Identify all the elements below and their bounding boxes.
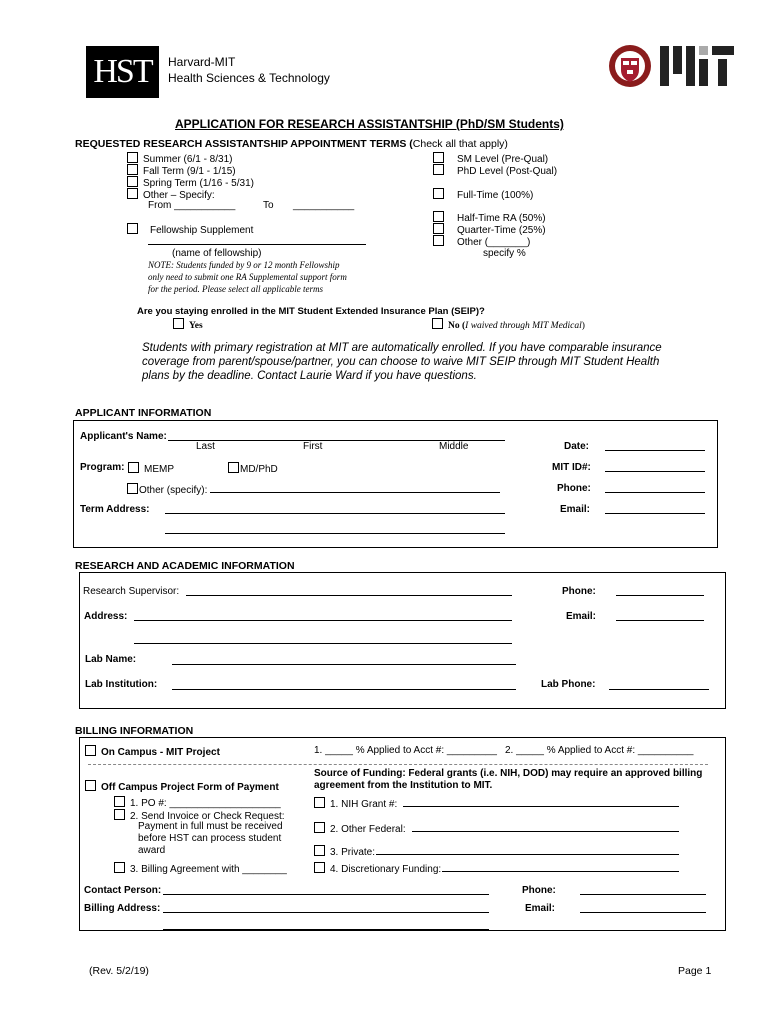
- billing-address-line-2[interactable]: [163, 929, 489, 930]
- checkbox[interactable]: [127, 223, 138, 234]
- address-line-1[interactable]: [134, 620, 512, 621]
- level-label: SM Level (Pre-Qual): [457, 154, 549, 165]
- term-label: Summer (6/1 - 8/31): [143, 154, 233, 165]
- program-option-mdphd[interactable]: [228, 462, 278, 475]
- funding-heading-2: agreement from the Institution to MIT.: [314, 780, 493, 791]
- harvard-seal-icon: [608, 44, 652, 88]
- discretionary-label: 4. Discretionary Funding:: [330, 864, 442, 875]
- seip-info-3: plans by the deadline. Contact Laurie Ward if you have questions.: [142, 370, 477, 382]
- fellowship-note-1: NOTE: Students funded by 9 or 12 month Fellowship: [148, 260, 340, 270]
- billing-phone-line[interactable]: [580, 894, 706, 895]
- checkbox[interactable]: [85, 745, 96, 756]
- to-label: To: [263, 200, 274, 211]
- private-option[interactable]: [314, 845, 375, 858]
- applied-acct-1[interactable]: 1. _____ % Applied to Acct #: _________: [314, 745, 497, 756]
- send-invoice-line-4: award: [138, 845, 166, 856]
- other-specify-line[interactable]: [210, 492, 500, 493]
- mit-logo: [660, 46, 734, 86]
- applicant-name-label: Applicant's Name:: [80, 431, 167, 442]
- time-label: Half-Time RA (50%): [457, 213, 546, 224]
- email-label: Email:: [560, 504, 591, 515]
- contact-person-line[interactable]: [163, 894, 489, 895]
- billing-heading: BILLING INFORMATION: [75, 725, 194, 737]
- checkbox[interactable]: [433, 211, 444, 222]
- term-address-line-2[interactable]: [165, 533, 505, 534]
- org-name-line1: Harvard-MIT: [168, 55, 236, 69]
- checkbox[interactable]: [114, 862, 125, 873]
- seip-yes-label: Yes: [189, 321, 203, 331]
- billing-address-label: Billing Address:: [84, 903, 161, 914]
- checkbox[interactable]: [314, 822, 325, 833]
- to-blank[interactable]: ___________: [293, 200, 355, 211]
- applicant-heading: APPLICANT INFORMATION: [75, 407, 212, 419]
- checkbox[interactable]: [114, 796, 125, 807]
- checkbox[interactable]: [433, 223, 444, 234]
- checkbox[interactable]: [433, 152, 444, 163]
- other-specify-label: Other (specify):: [139, 485, 208, 496]
- po-option[interactable]: [114, 796, 281, 809]
- lab-phone-label: Lab Phone:: [541, 679, 596, 690]
- nih-grant-line[interactable]: [403, 806, 679, 807]
- term-label: Other – Specify:: [143, 190, 215, 201]
- checkbox[interactable]: [127, 176, 138, 187]
- other-federal-label: 2. Other Federal:: [330, 824, 406, 835]
- time-label: Other (_______): [457, 237, 531, 248]
- date-line[interactable]: [605, 450, 705, 451]
- on-campus-divider: [88, 764, 708, 765]
- email-line[interactable]: [605, 513, 705, 514]
- checkbox[interactable]: [433, 164, 444, 175]
- checkbox[interactable]: [433, 235, 444, 246]
- checkbox[interactable]: [127, 164, 138, 175]
- program-option-memp[interactable]: [128, 462, 174, 475]
- on-campus-option[interactable]: [85, 745, 220, 758]
- revision-date: (Rev. 5/2/19): [89, 965, 149, 977]
- level-option-phd[interactable]: [433, 164, 557, 177]
- fellowship-option[interactable]: [127, 223, 253, 236]
- send-invoice-line-2: Payment in full must be received: [138, 821, 283, 832]
- supervisor-phone-line[interactable]: [616, 595, 704, 596]
- lab-name-line[interactable]: [172, 664, 516, 665]
- private-line[interactable]: [376, 854, 679, 855]
- checkbox[interactable]: [314, 862, 325, 873]
- applied-acct-2[interactable]: 2. _____ % Applied to Acct #: __________: [505, 745, 694, 756]
- time-label: Full-Time (100%): [457, 190, 534, 201]
- send-invoice-label: 2. Send Invoice or Check Request:: [130, 811, 285, 822]
- checkbox[interactable]: [314, 797, 325, 808]
- seip-no-prefix: No (: [448, 321, 466, 331]
- address-label: Address:: [84, 611, 128, 622]
- seip-yes-option[interactable]: [173, 318, 203, 331]
- phone-label: Phone:: [557, 483, 591, 494]
- supervisor-line[interactable]: [186, 595, 512, 596]
- checkbox[interactable]: [433, 188, 444, 199]
- seip-no-option[interactable]: [432, 318, 585, 331]
- funding-heading-1: Source of Funding: Federal grants (i.e. NIH, DOD) may require an approved billing: [314, 768, 703, 779]
- date-label: Date:: [564, 441, 590, 452]
- terms-heading-note: Check all that apply): [412, 138, 508, 150]
- supervisor-label: Research Supervisor:: [83, 586, 180, 597]
- supervisor-phone-label: Phone:: [562, 586, 596, 597]
- time-option-full[interactable]: [433, 188, 533, 201]
- phone-line[interactable]: [605, 492, 705, 493]
- seip-no-italic: I waived through MIT Medical: [465, 321, 582, 331]
- lab-institution-line[interactable]: [172, 689, 516, 690]
- memp-label: MEMP: [144, 464, 174, 475]
- off-campus-option[interactable]: [85, 780, 279, 793]
- off-campus-label: Off Campus Project Form of Payment: [101, 782, 279, 793]
- from-label: From: [148, 200, 172, 211]
- fellowship-note-3: for the period. Please select all applicable terms: [148, 284, 323, 294]
- mit-id-label: MIT ID#:: [552, 462, 591, 473]
- form-title: APPLICATION FOR RESEARCH ASSISTANTSHIP (PhD/SM Students): [175, 117, 564, 131]
- program-option-other[interactable]: [127, 483, 207, 496]
- checkbox[interactable]: [127, 152, 138, 163]
- other-federal-option[interactable]: [314, 822, 406, 835]
- mdphd-label: MD/PhD: [240, 464, 278, 475]
- seip-question: Are you staying enrolled in the MIT Student Extended Insurance Plan (SEIP)?: [137, 306, 485, 317]
- time-label: Quarter-Time (25%): [457, 225, 546, 236]
- last-caption: Last: [196, 441, 215, 452]
- supervisor-email-line[interactable]: [616, 620, 704, 621]
- checkbox[interactable]: [432, 318, 443, 329]
- program-label: Program:: [80, 462, 125, 473]
- billing-phone-label: Phone:: [522, 885, 556, 896]
- discretionary-line[interactable]: [442, 871, 679, 872]
- term-address-line-1[interactable]: [165, 513, 505, 514]
- fellowship-name-line[interactable]: [148, 244, 366, 245]
- on-campus-label: On Campus - MIT Project: [101, 747, 220, 758]
- middle-caption: Middle: [439, 441, 469, 452]
- lab-name-label: Lab Name:: [85, 654, 137, 665]
- from-field[interactable]: [148, 200, 235, 211]
- terms-heading-text: REQUESTED RESEARCH ASSISTANTSHIP APPOINTMENT TERMS (: [75, 138, 413, 150]
- billing-address-line-1[interactable]: [163, 912, 489, 913]
- billing-agreement-label: 3. Billing Agreement with ________: [130, 864, 287, 875]
- checkbox[interactable]: [173, 318, 184, 329]
- discretionary-option[interactable]: [314, 862, 441, 875]
- nih-grant-label: 1. NIH Grant #:: [330, 799, 398, 810]
- seip-info-2: coverage from parent/spouse/partner, you can choose to waive MIT SEIP through MIT Student Health: [142, 356, 660, 368]
- send-invoice-line-3: before HST can process student: [138, 833, 282, 844]
- fellowship-note-2: only need to submit one RA Supplemental support form: [148, 272, 347, 282]
- to-field[interactable]: [263, 200, 354, 211]
- nih-grant-option[interactable]: [314, 797, 397, 810]
- research-heading: RESEARCH AND ACADEMIC INFORMATION: [75, 560, 295, 572]
- private-label: 3. Private:: [330, 847, 376, 858]
- mit-id-line[interactable]: [605, 471, 705, 472]
- term-address-label: Term Address:: [80, 504, 150, 515]
- address-line-2[interactable]: [134, 643, 512, 644]
- terms-heading: [75, 138, 508, 150]
- seip-info-1: Students with primary registration at MIT are automatically enrolled. If you have comparable insurance: [142, 342, 662, 354]
- lab-institution-label: Lab Institution:: [85, 679, 158, 690]
- billing-email-label: Email:: [525, 903, 556, 914]
- lab-phone-line[interactable]: [609, 689, 709, 690]
- time-option-other[interactable]: [433, 235, 530, 248]
- contact-person-label: Contact Person:: [84, 885, 162, 896]
- level-label: PhD Level (Post-Qual): [457, 166, 558, 177]
- term-label: Fall Term (9/1 - 1/15): [143, 166, 236, 177]
- specify-percent-caption: specify %: [483, 248, 526, 259]
- checkbox[interactable]: [228, 462, 239, 473]
- po-label: 1. PO #: ____________________: [130, 798, 281, 809]
- supervisor-email-label: Email:: [566, 611, 597, 622]
- checkbox[interactable]: [114, 809, 125, 820]
- hst-logo: HST: [86, 46, 159, 98]
- fellowship-label: Fellowship Supplement: [150, 225, 254, 236]
- checkbox[interactable]: [127, 188, 138, 199]
- checkbox[interactable]: [314, 845, 325, 856]
- from-blank[interactable]: ___________: [174, 200, 236, 211]
- term-label: Spring Term (1/16 - 5/31): [143, 178, 254, 189]
- other-federal-line[interactable]: [412, 831, 679, 832]
- billing-agreement-option[interactable]: [114, 862, 287, 875]
- checkbox[interactable]: [85, 780, 96, 791]
- first-caption: First: [303, 441, 323, 452]
- seip-no-suffix: ): [581, 321, 585, 331]
- org-name-line2: Health Sciences & Technology: [168, 71, 330, 85]
- billing-email-line[interactable]: [580, 912, 706, 913]
- checkbox[interactable]: [128, 462, 139, 473]
- page-number: Page 1: [678, 965, 712, 977]
- fellowship-name-caption: (name of fellowship): [172, 248, 262, 259]
- checkbox[interactable]: [127, 483, 138, 494]
